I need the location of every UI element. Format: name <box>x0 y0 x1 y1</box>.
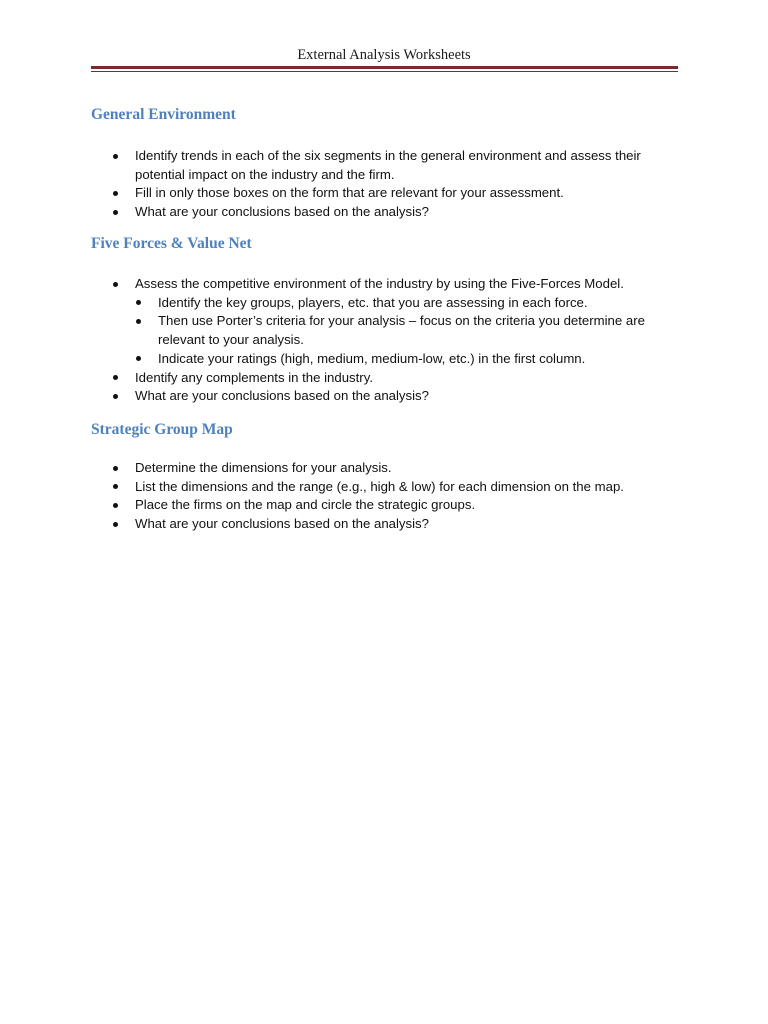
five-forces-list <box>0 275 768 406</box>
list-item-text: Determine the dimensions for your analysis. <box>135 460 392 475</box>
strategic-group-map-list <box>0 459 768 534</box>
list-item <box>0 459 678 478</box>
list-item-text: Fill in only those boxes on the form that are relevant for your assessment. <box>135 185 564 201</box>
list-item-text: Indicate your ratings (high, medium, medium-low, etc.) in the first column. <box>158 350 586 366</box>
bullet-icon <box>113 191 118 196</box>
bullet-icon <box>113 503 118 508</box>
list-item-text: What are your conclusions based on the analysis? <box>135 516 429 532</box>
list-item-text: What are your conclusions based on the analysis? <box>135 204 429 220</box>
list-item <box>0 515 678 534</box>
list-item-text: List the dimensions and the range (e.g., high & low) for each dimension on the map. <box>135 478 624 494</box>
bullet-icon <box>113 394 118 399</box>
bullet-icon <box>113 466 118 471</box>
bullet-icon <box>136 319 141 324</box>
list-item <box>0 184 678 203</box>
bullet-icon <box>113 210 118 215</box>
section-heading-strategic-group-map: Strategic Group Map <box>91 421 233 438</box>
list-item <box>0 350 678 369</box>
list-item <box>0 275 678 294</box>
bullet-icon <box>136 300 141 305</box>
list-item-text: Identify the key groups, players, etc. that you are assessing in each force. <box>158 294 588 310</box>
page-header-title: External Analysis Worksheets <box>297 47 471 63</box>
bullet-icon <box>136 356 141 361</box>
list-item-text: Identify trends in each of the six segments in the general environment and assess their potential impact on the industry and the firm. <box>135 148 641 182</box>
section-heading-general-environment: General Environment <box>91 106 236 123</box>
list-item-text: Then use Porter’s criteria for your analysis – focus on the criteria you determine are relevant to your analysis. <box>158 313 645 348</box>
bullet-icon <box>113 154 118 159</box>
list-item <box>0 147 678 184</box>
bullet-icon <box>113 375 118 380</box>
list-item <box>0 369 678 388</box>
general-environment-list <box>0 147 768 222</box>
bullet-icon <box>113 484 118 489</box>
list-item-text: Place the firms on the map and circle the strategic groups. <box>135 497 476 513</box>
header-rule-thick <box>91 66 678 69</box>
list-item-text: What are your conclusions based on the analysis? <box>135 388 429 404</box>
bullet-icon <box>113 282 118 287</box>
list-item <box>0 312 678 349</box>
header-rule-thin <box>91 71 678 72</box>
list-item <box>0 387 678 406</box>
list-item <box>0 496 678 515</box>
list-item <box>0 203 678 222</box>
list-item <box>0 294 678 313</box>
list-item-text: Assess the competitive environment of the industry by using the Five-Forces Model. <box>135 276 624 291</box>
section-heading-five-forces: Five Forces & Value Net <box>91 235 252 252</box>
list-item <box>0 478 678 497</box>
list-item-text: Identify any complements in the industry. <box>135 369 373 385</box>
bullet-icon <box>113 522 118 527</box>
